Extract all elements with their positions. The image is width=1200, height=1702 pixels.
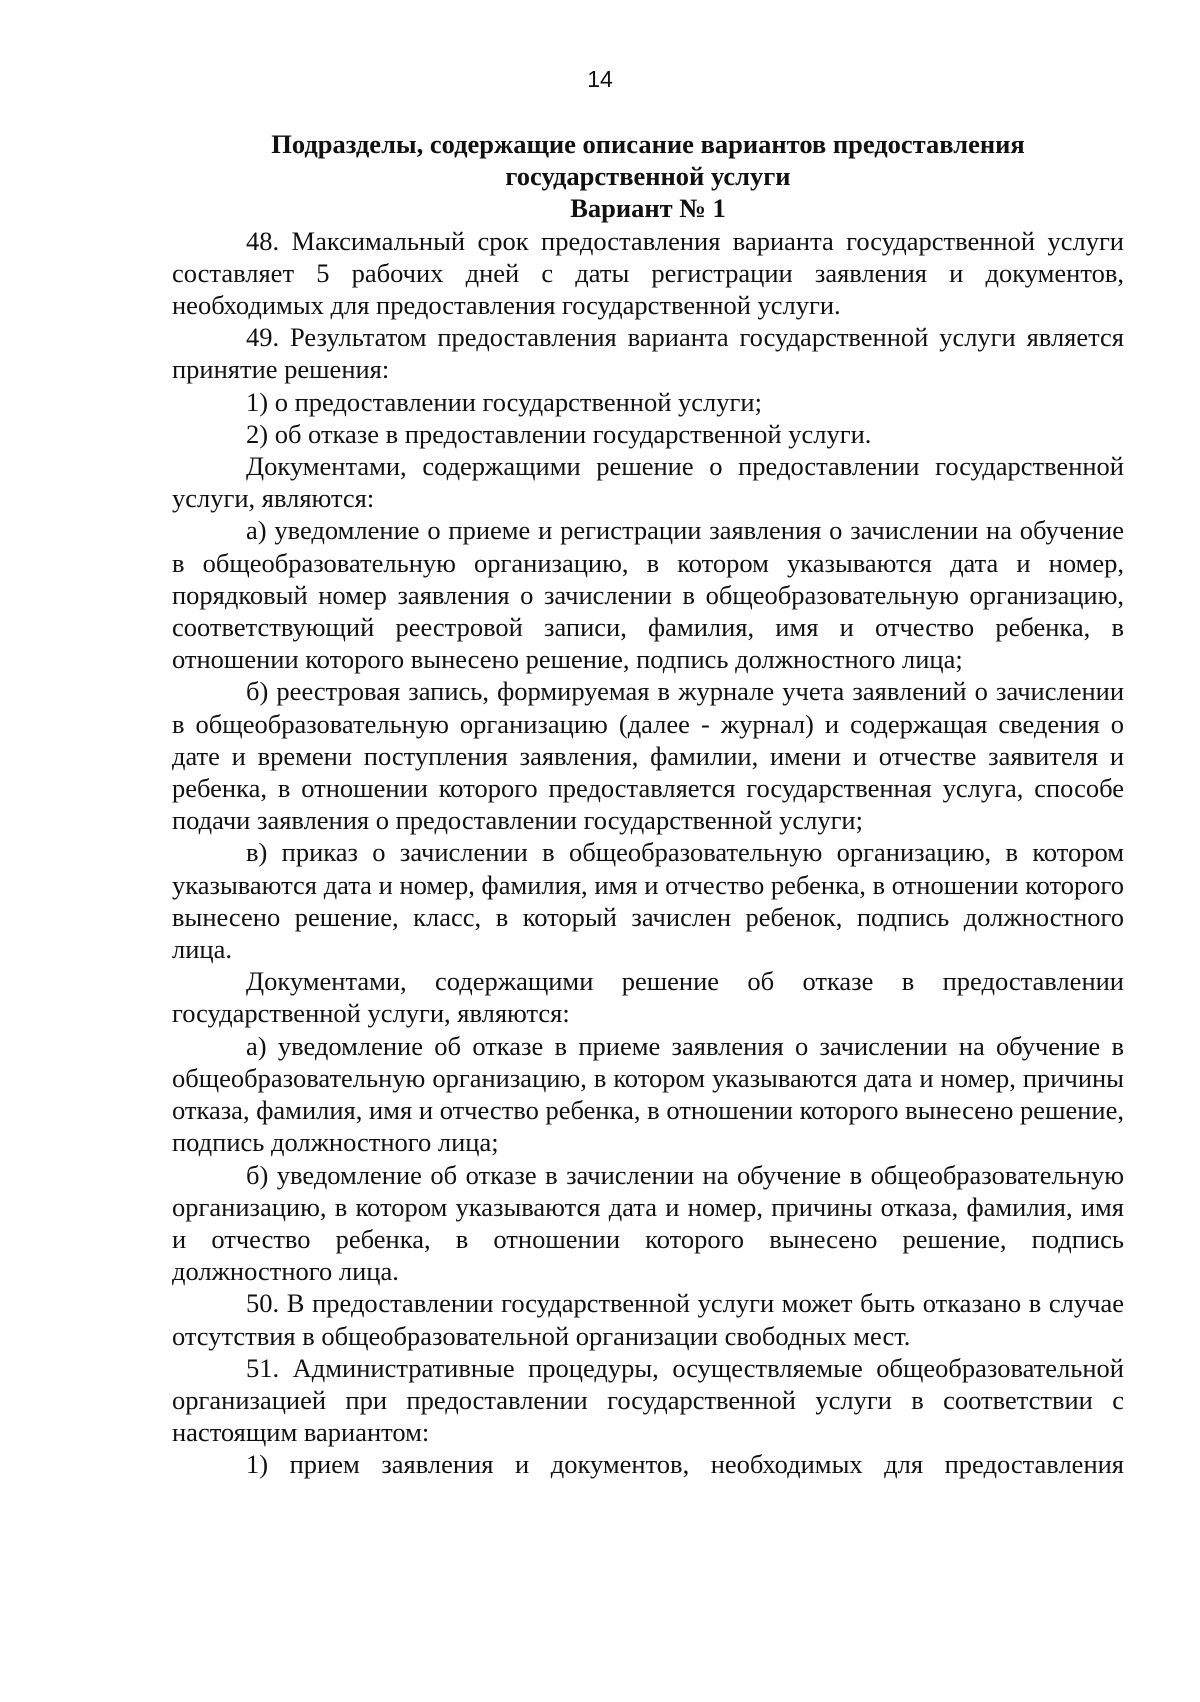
paragraph-51: 51. Административные процедуры, осуществляемые общеобразовательной организацией при предоставлении государственной услуги в соответствии с настоящим вариантом: — [172, 1352, 1124, 1448]
page-number: 14 — [587, 66, 613, 92]
paragraph-49: 49. Результатом предоставления варианта государственной услуги является принятие решения: — [172, 322, 1124, 385]
paragraph-refusal-documents: Документами, содержащими решение об отказе в предоставлении государственной услуги, являются: — [172, 966, 1124, 1029]
paragraph-grant-documents: Документами, содержащими решение о предоставлении государственной услуги, являются: — [172, 451, 1124, 514]
list-item-2: 2) об отказе в предоставлении государственной услуги. — [246, 418, 872, 449]
section-heading-line-2: государственной услуги — [505, 161, 791, 192]
list-item-1-reception: 1) прием заявления и документов, необходимых для предоставления — [246, 1449, 1124, 1480]
list-item-1: 1) о предоставлении государственной услуги; — [246, 386, 762, 417]
paragraph-48: 48. Максимальный срок предоставления варианта государственной услуги составляет 5 рабочих дней с даты регистрации заявления и документов, необходимых для предоставления государственной услуги. — [172, 225, 1124, 321]
list-item-a-refusal-notification: а) уведомление об отказе в приеме заявления о зачислении на обучение в общеобразовательную организацию, в котором указываются дата и номер, причины отказа, фамилия, имя и отчество ребенка, в отношении которого вынесено решение, подпись должностного лица; — [172, 1030, 1124, 1158]
list-item-a-notification: а) уведомление о приеме и регистрации заявления о зачислении на обучение в общеобразовательную организацию, в котором указываются дата и номер, порядковый номер заявления о зачислении в общеобразовательную организацию, соответствующий реестровой записи, фамилия, имя и отчество ребенка, в отношении которого вынесено решение, подпись должностного лица; — [172, 515, 1124, 675]
section-heading-line-1: Подразделы, содержащие описание вариантов предоставления — [271, 129, 1025, 159]
list-item-v-order: в) приказ о зачислении в общеобразовательную организацию, в котором указываются дата и номер, фамилия, имя и отчество ребенка, в отношении которого вынесено решение, класс, в который зачислен ребенок, подпись должностного лица. — [172, 837, 1124, 965]
list-item-b-refusal-enrollment: б) уведомление об отказе в зачислении на обучение в общеобразовательную организацию, в котором указываются дата и номер, причины отказа, фамилия, имя и отчество ребенка, в отношении которого вынесено решение, подпись должностного лица. — [172, 1159, 1124, 1287]
document-body — [172, 128, 1124, 1481]
variant-heading: Вариант № 1 — [570, 193, 726, 224]
paragraph-50: 50. В предоставлении государственной услуги может быть отказано в случае отсутствия в общеобразовательной организации свободных мест. — [172, 1288, 1124, 1351]
list-item-b-registry-record: б) реестровая запись, формируемая в журнале учета заявлений о зачислении в общеобразовательную организацию (далее - журнал) и содержащая сведения о дате и времени поступления заявления, фамилии, имени и отчестве заявителя и ребенка, в отношении которого предоставляется государственная услуга, способе подачи заявления о предоставлении государственной услуги; — [172, 676, 1124, 836]
